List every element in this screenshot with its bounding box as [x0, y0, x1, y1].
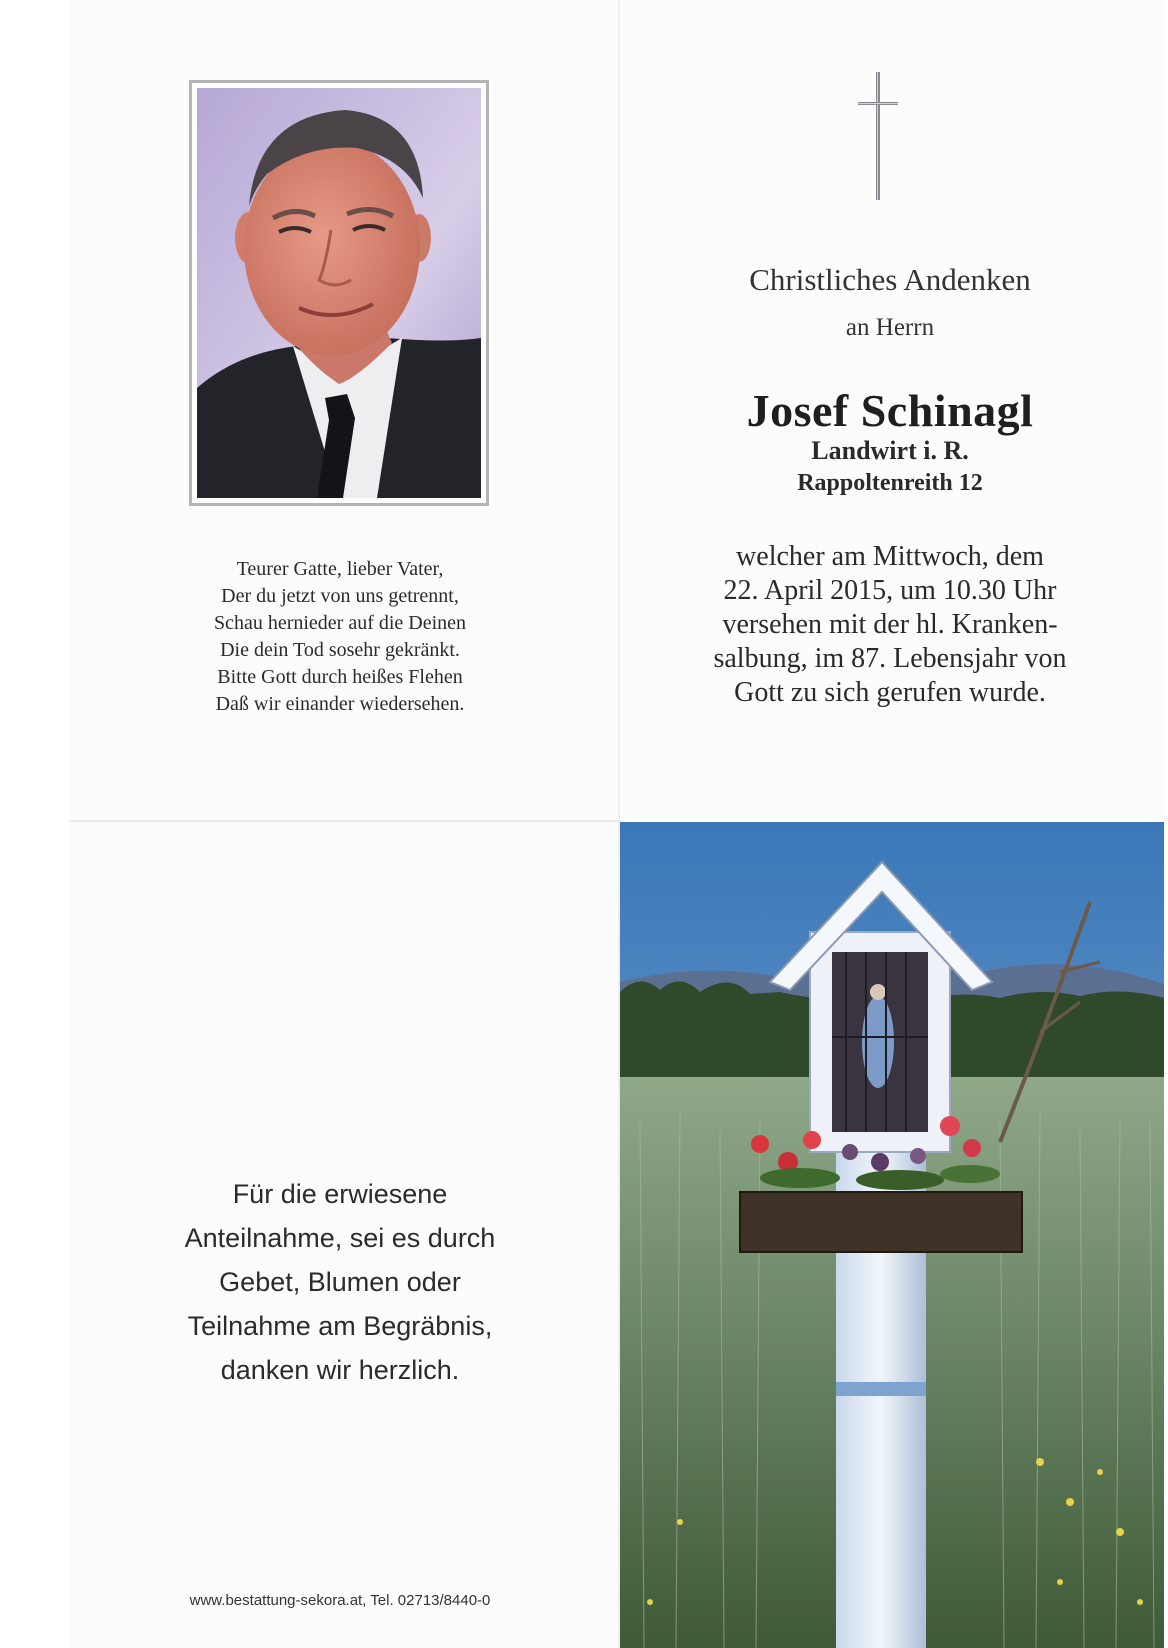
- thanks-line: Gebet, Blumen oder: [219, 1267, 461, 1297]
- memorial-panel: [620, 0, 1164, 820]
- portrait-photo: [189, 80, 489, 506]
- thanks-line: Für die erwiesene: [232, 1179, 448, 1209]
- deceased-name: Josef Schinagl: [746, 385, 1034, 436]
- poem-line: Der du jetzt von uns getrennt,: [221, 585, 459, 607]
- poem-line: Die dein Tod sosehr gekränkt.: [220, 639, 460, 661]
- death-notice-line: versehen mit der hl. Kranken-: [722, 609, 1058, 640]
- portrait-panel: [70, 0, 618, 820]
- memorial-subheading: an Herrn: [845, 314, 935, 341]
- thanks-line: Teilnahme am Begräbnis,: [187, 1311, 493, 1341]
- thanks-line: Anteilnahme, sei es durch: [184, 1223, 496, 1253]
- poem-line: Daß wir einander wiedersehen.: [215, 693, 465, 715]
- death-notice: [620, 540, 1160, 710]
- poem-line: Bitte Gott durch heißes Flehen: [217, 666, 463, 688]
- deceased-occupation: Landwirt i. R.: [811, 436, 969, 465]
- death-notice-line: welcher am Mittwoch, dem: [736, 541, 1044, 572]
- thanks-panel: [70, 822, 618, 1648]
- cross-icon: [858, 72, 898, 200]
- thanks-line: danken wir herzlich.: [220, 1355, 460, 1385]
- death-notice-line: salbung, im 87. Lebensjahr von: [713, 643, 1067, 674]
- deceased-address: Rappoltenreith 12: [797, 470, 983, 496]
- poem: [110, 556, 570, 718]
- memorial-heading: Christliches Andenken: [749, 262, 1031, 297]
- death-notice-line: Gott zu sich gerufen wurde.: [734, 677, 1046, 708]
- death-notice-line: 22. April 2015, um 10.30 Uhr: [723, 575, 1057, 606]
- poem-line: Schau hernieder auf die Deinen: [213, 612, 467, 634]
- thanks-text: [100, 1172, 580, 1392]
- funeral-home-footer: www.bestattung-sekora.at, Tel. 02713/8440-0: [189, 1592, 491, 1609]
- shrine-photo: [620, 822, 1164, 1648]
- poem-line: Teurer Gatte, lieber Vater,: [236, 558, 444, 580]
